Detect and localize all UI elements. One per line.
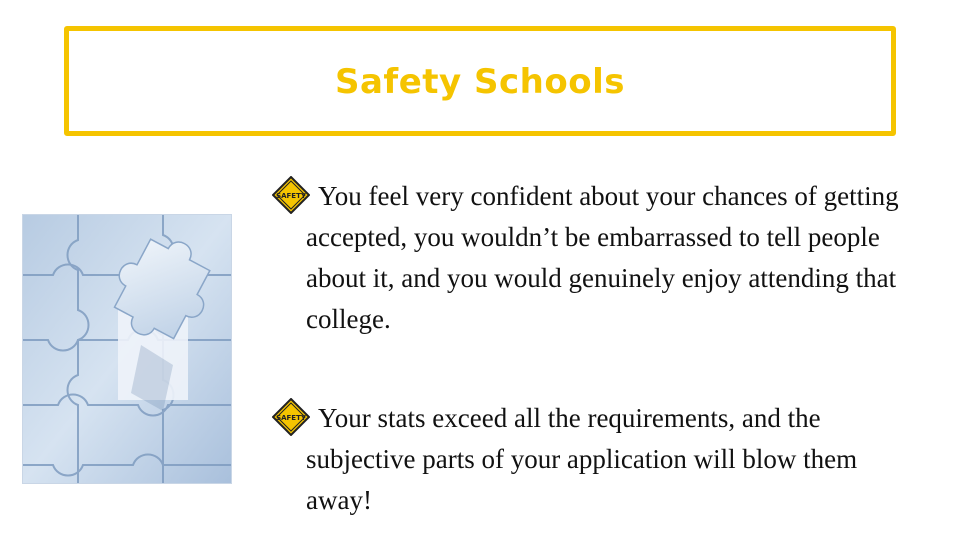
bullet-text: You feel very confident about your chances of getting accepted, you wouldn’t be embarrassed to tell people about it, and you would genuinely enjoy attending that college. (306, 181, 899, 334)
svg-text:SAFETY: SAFETY (276, 414, 306, 422)
puzzle-image (22, 214, 232, 484)
svg-text:SAFETY: SAFETY (276, 192, 306, 200)
puzzle-graphic (23, 215, 231, 483)
slide-title: Safety Schools (335, 62, 625, 102)
bullet-item (272, 176, 922, 340)
bullet-item (272, 398, 922, 521)
bullet-text: Your stats exceed all the requirements, and the subjective parts of your application will blow them away! (306, 403, 858, 515)
title-box (64, 26, 896, 136)
